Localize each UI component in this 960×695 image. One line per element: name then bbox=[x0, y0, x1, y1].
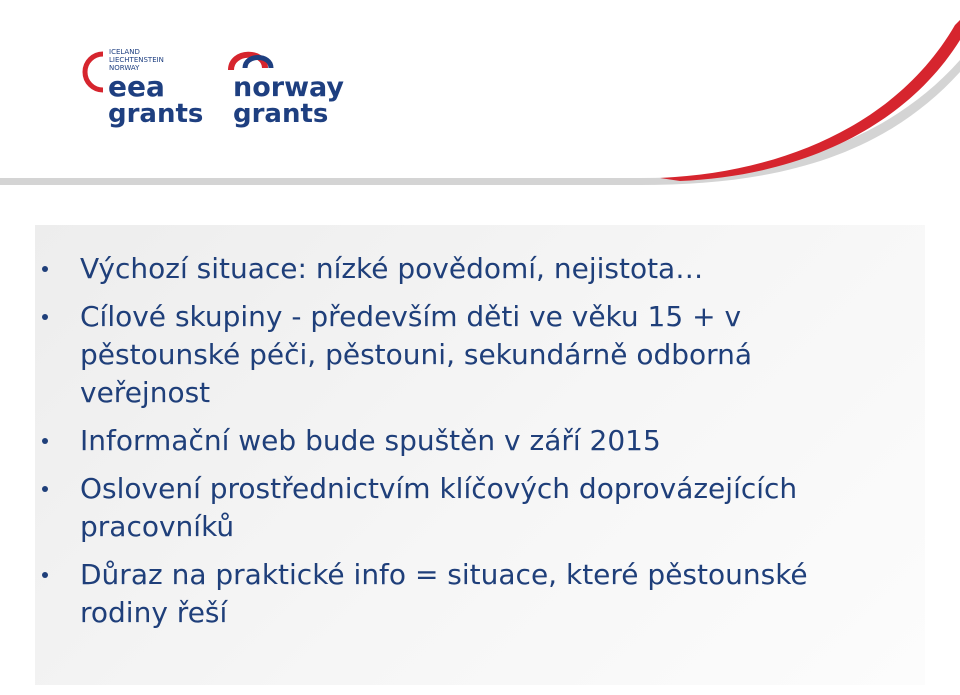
eea-grants-logo bbox=[75, 40, 205, 130]
bullet-dot-icon bbox=[42, 266, 48, 272]
bullet-text: Informační web bude spuštěn v září 2015 bbox=[80, 424, 661, 457]
bullet-text: Důraz na praktické info = situace, které pěstounské rodiny řeší bbox=[80, 558, 808, 629]
eea-logo-line-1: eea bbox=[108, 70, 165, 103]
bullet-text: Cílové skupiny - především děti ve věku 15 + v pěstounské péči, pěstouni, sekundárně odborná veřejnost bbox=[80, 300, 753, 409]
bullet-item bbox=[42, 470, 862, 546]
bullet-text: Oslovení prostřednictvím klíčových doprovázejících pracovníků bbox=[80, 472, 798, 543]
eea-logo-line-2: grants bbox=[108, 99, 204, 129]
norway-logo-line-1: norway bbox=[233, 72, 345, 103]
eea-logo-small-line-1: ICELAND bbox=[109, 48, 140, 56]
bullet-item bbox=[42, 422, 862, 460]
eea-logo-small-line-2: LIECHTENSTEIN bbox=[109, 56, 164, 64]
bullet-item bbox=[42, 298, 862, 412]
bullet-dot-icon bbox=[42, 314, 48, 320]
bullet-dot-icon bbox=[42, 438, 48, 444]
bullet-item bbox=[42, 250, 862, 288]
norway-logo-line-2: grants bbox=[233, 99, 329, 129]
bullet-list bbox=[42, 250, 862, 642]
norway-grants-logo bbox=[225, 40, 350, 130]
bullet-text: Výchozí situace: nízké povědomí, nejistota… bbox=[80, 252, 704, 285]
bullet-dot-icon bbox=[42, 486, 48, 492]
eea-logo-small-line-3: NORWAY bbox=[109, 64, 140, 72]
bullet-item bbox=[42, 556, 862, 632]
header-bar bbox=[0, 0, 960, 185]
bullet-dot-icon bbox=[42, 572, 48, 578]
